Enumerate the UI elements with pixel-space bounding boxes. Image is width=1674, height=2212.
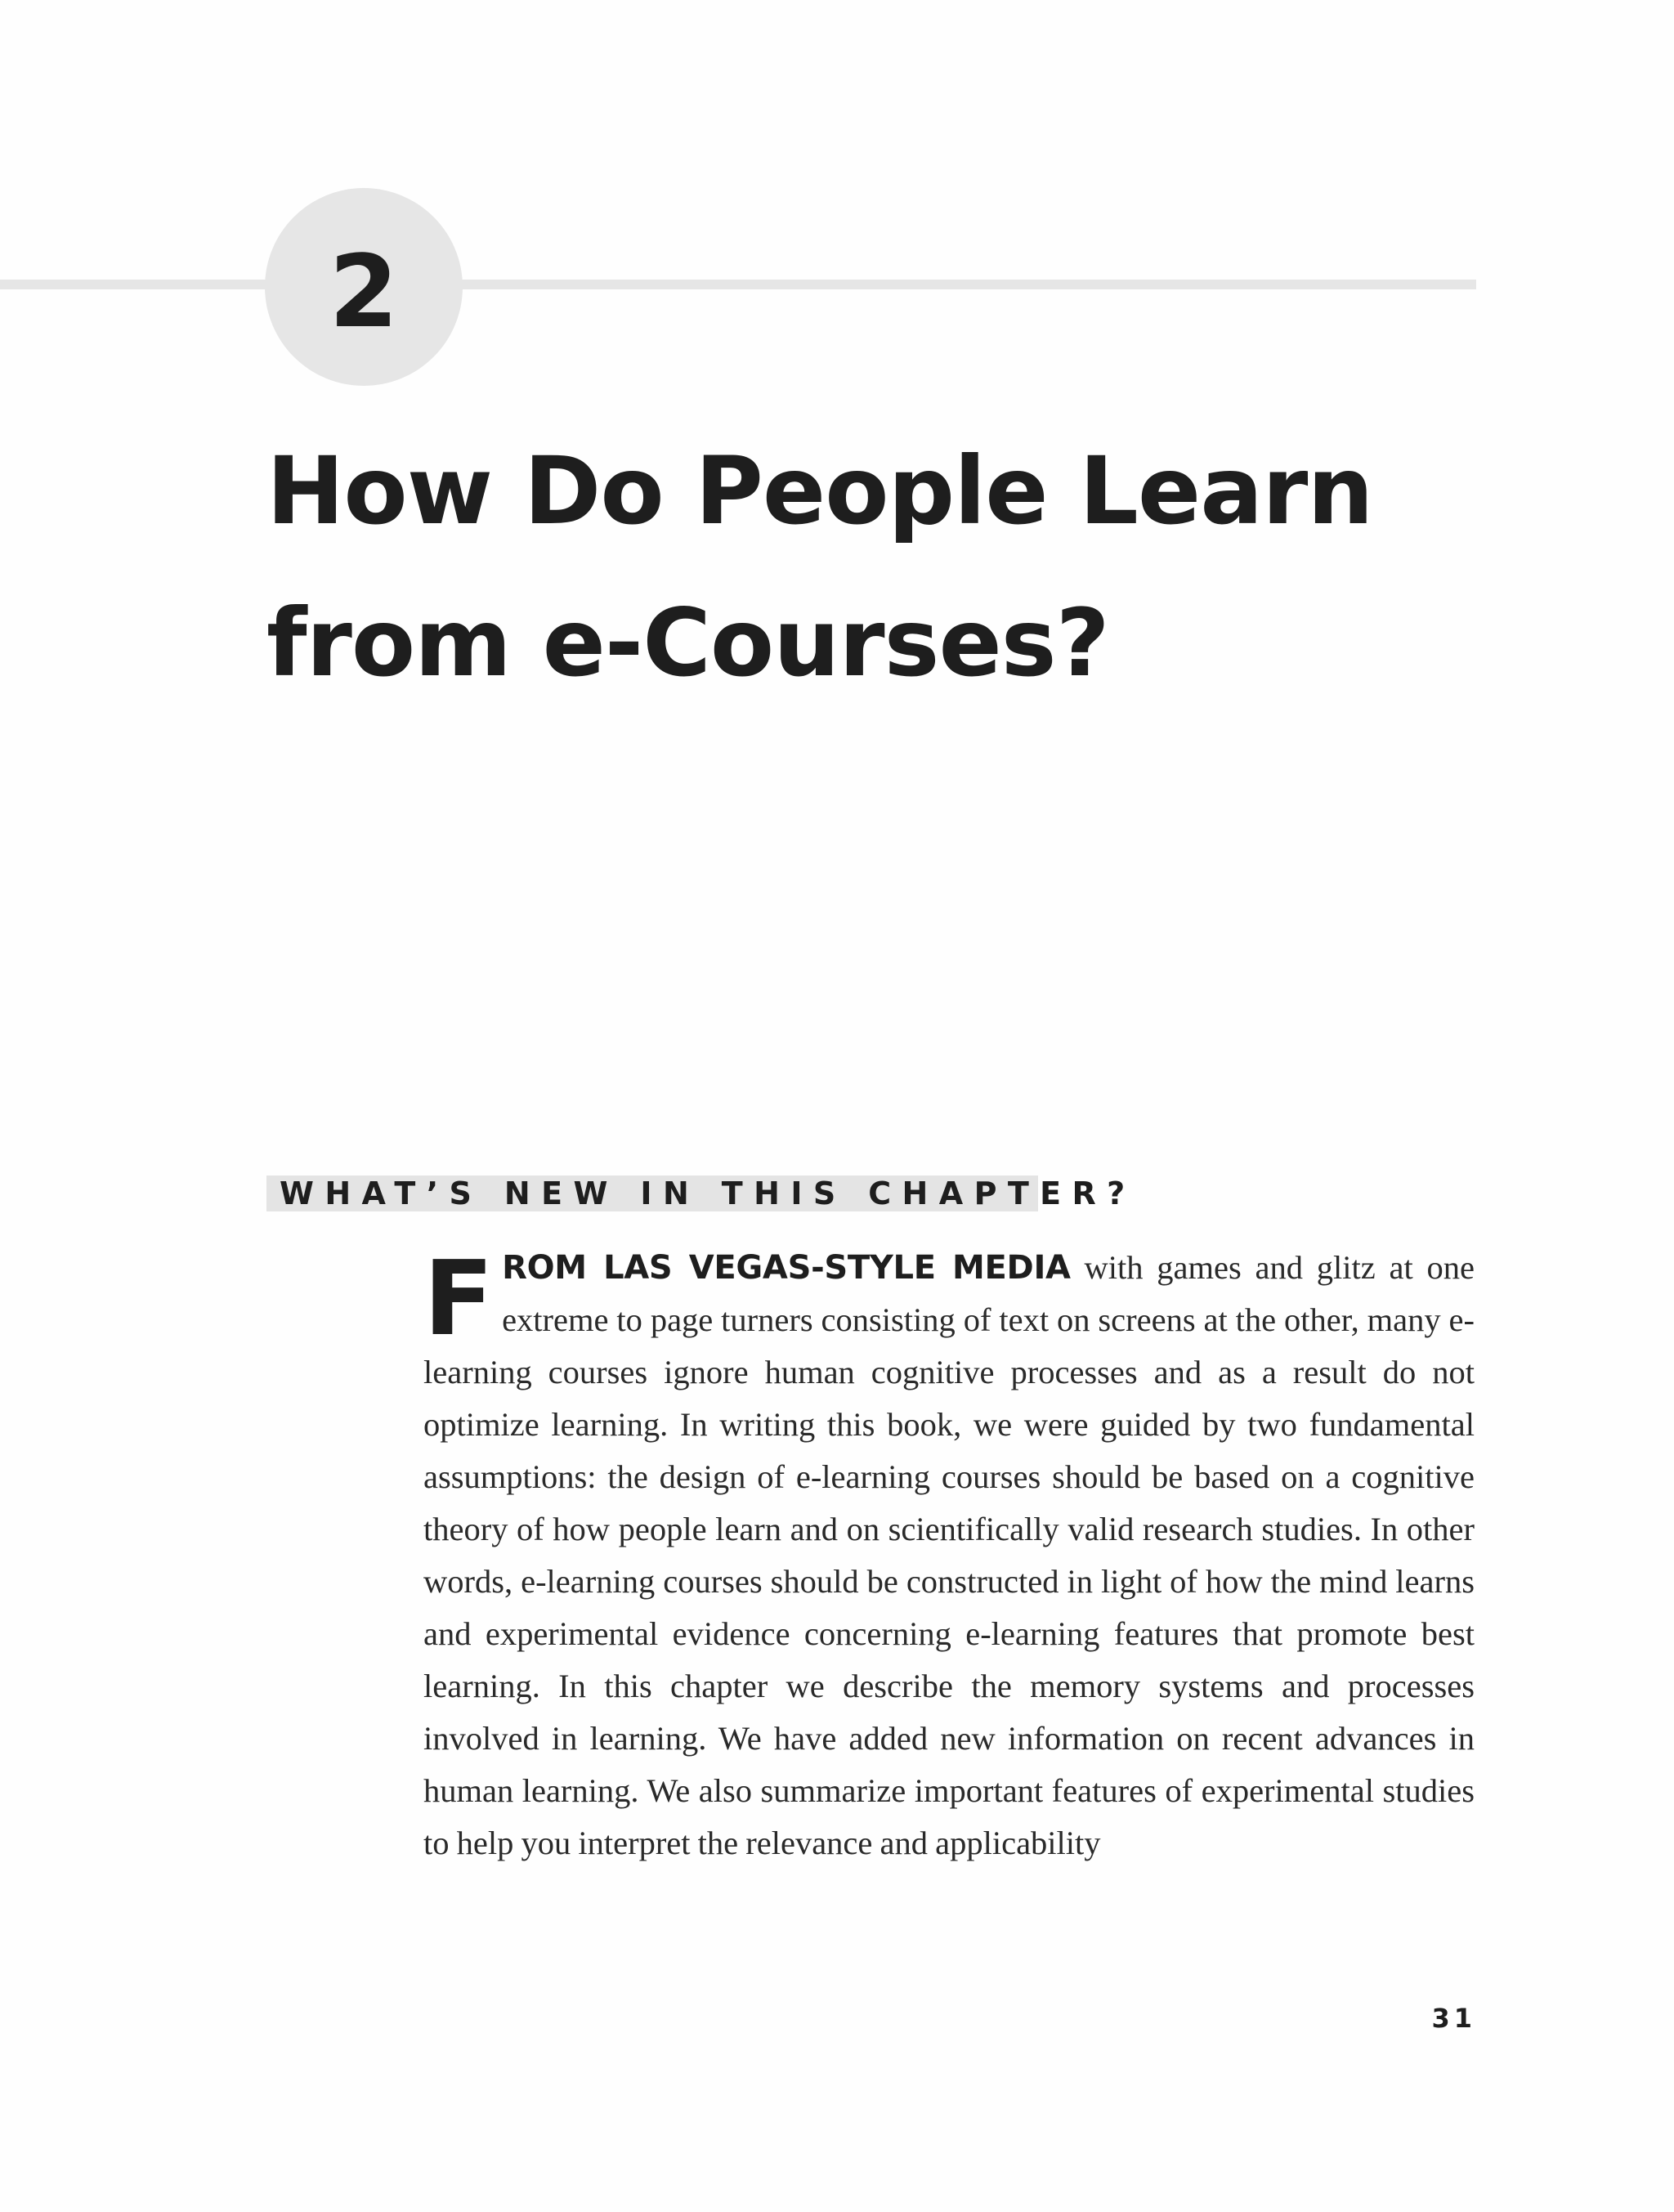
chapter-number-badge	[265, 188, 463, 386]
chapter-title	[266, 415, 1411, 719]
intro-body-text: with games and glitz at one extreme to page turners consisting of text on screens at the other, many e-learning courses ignore human cognitive processes and as a result do not optimize learning. In writing this book, we were guided by two fundamental assumptions: the design of e-learning courses should be based on a cognitive theory of how people learn and on scientifically valid research studies. In other words, e-learning courses should be constructed in light of how the mind learns and experimental evidence concerning e-learning features that promote best learning. In this chapter we describe the memory systems and processes involved in learning. We have added new information on recent advances in human learning. We also summarize important features of experimental studies to help you interpret the relevance and applicability	[423, 1249, 1475, 1861]
chapter-rule	[0, 280, 1476, 289]
chapter-number: 2	[329, 234, 399, 350]
page-number: 31	[1431, 2003, 1476, 2034]
section-label-bar	[266, 1175, 1136, 1211]
lead-in-caps: ROM LAS VEGAS-STYLE MEDIA	[502, 1249, 1071, 1287]
drop-cap: F	[423, 1238, 495, 1359]
chapter-title-line-2: from e-Courses?	[266, 589, 1109, 697]
chapter-title-line-1: How Do People Learn	[266, 437, 1373, 545]
section-label: WHAT’S NEW IN THIS CHAPTER?	[280, 1175, 1136, 1211]
intro-paragraph	[423, 1238, 1475, 1869]
